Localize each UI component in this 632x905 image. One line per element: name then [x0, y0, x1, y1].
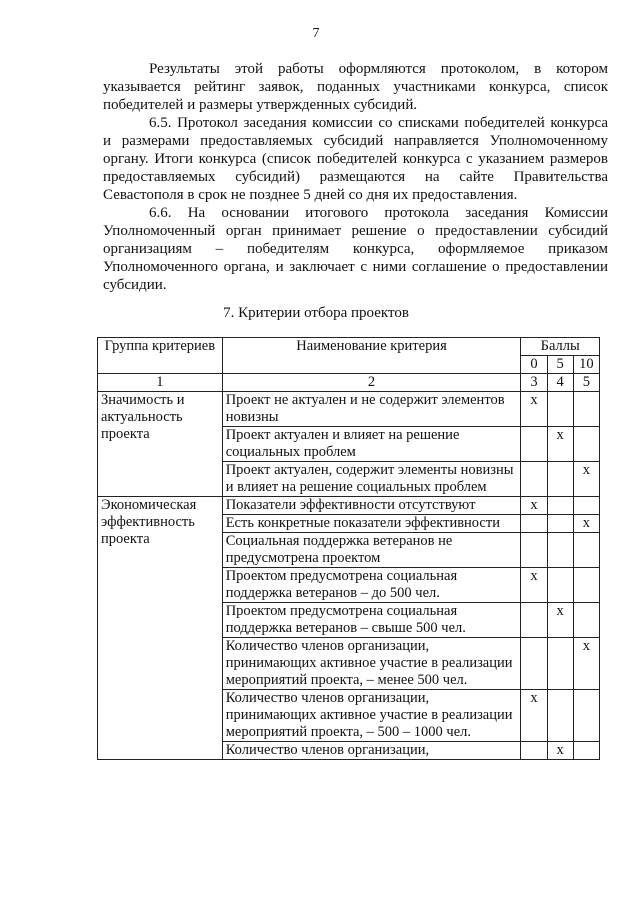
- score-mark: [521, 603, 547, 638]
- header-points: Баллы: [521, 338, 600, 356]
- score-mark: [547, 497, 573, 515]
- score-mark: [573, 497, 599, 515]
- score-mark: [547, 515, 573, 533]
- score-mark: [547, 392, 573, 427]
- header-point-value: 10: [573, 356, 599, 374]
- score-mark: x: [573, 462, 599, 497]
- criterion-name: Количество членов организации, принимающих активное участие в реализации мероприятий проекта, – 500 – 1000 чел.: [222, 690, 521, 742]
- criteria-table: [97, 337, 600, 760]
- text-line: Севастополя в срок не позднее 5 дней со дня их предоставления.: [103, 187, 518, 203]
- text-line: организациям – победителям конкурса, оформляемое приказом: [103, 241, 608, 257]
- score-mark: [521, 533, 547, 568]
- page-number: 7: [312, 26, 320, 41]
- criteria-group-name: Значимость и актуальность проекта: [98, 392, 223, 497]
- score-mark: x: [547, 603, 573, 638]
- score-mark: [573, 427, 599, 462]
- criterion-name: Проектом предусмотрена социальная поддержка ветеранов – свыше 500 чел.: [222, 603, 521, 638]
- score-mark: [547, 638, 573, 690]
- column-number: 5: [573, 374, 599, 392]
- score-mark: x: [573, 638, 599, 690]
- table-row: [98, 497, 600, 515]
- score-mark: [573, 568, 599, 603]
- text-line: органу. Итоги конкурса (список победителей конкурса с указанием размеров: [103, 151, 608, 167]
- text-line: Уполномоченного органа, и заключает с ними соглашение о предоставлении: [103, 259, 608, 275]
- score-mark: [573, 690, 599, 742]
- score-mark: x: [573, 515, 599, 533]
- score-mark: [521, 742, 547, 760]
- score-mark: [573, 742, 599, 760]
- score-mark: x: [547, 742, 573, 760]
- document-body: [103, 60, 608, 294]
- column-number: 4: [547, 374, 573, 392]
- criterion-name: Проект актуален, содержит элементы новизны и влияет на решение социальных проблем: [222, 462, 521, 497]
- score-mark: x: [521, 690, 547, 742]
- section-title: 7. Критерии отбора проектов: [223, 305, 409, 321]
- criterion-name: Проектом предусмотрена социальная поддержка ветеранов – до 500 чел.: [222, 568, 521, 603]
- column-number: 2: [222, 374, 521, 392]
- text-line: и размерами предоставляемых субсидий направляется Уполномоченному: [103, 133, 608, 149]
- paragraph-6-6: [103, 204, 608, 294]
- text-line: Результаты этой работы оформляются протоколом, в котором: [149, 61, 608, 77]
- score-mark: [573, 392, 599, 427]
- score-mark: [521, 462, 547, 497]
- criterion-name: Проект не актуален и не содержит элементов новизны: [222, 392, 521, 427]
- criterion-name: Проект актуален и влияет на решение социальных проблем: [222, 427, 521, 462]
- score-mark: x: [521, 568, 547, 603]
- header-criterion: Наименование критерия: [222, 338, 521, 374]
- score-mark: [547, 533, 573, 568]
- paragraph-results: [103, 60, 608, 114]
- score-mark: x: [521, 392, 547, 427]
- header-point-value: 5: [547, 356, 573, 374]
- score-mark: x: [521, 497, 547, 515]
- score-mark: [573, 533, 599, 568]
- numbering-row: [98, 374, 600, 392]
- column-number: 3: [521, 374, 547, 392]
- criterion-name: Социальная поддержка ветеранов не предусмотрена проектом: [222, 533, 521, 568]
- column-number: 1: [98, 374, 223, 392]
- header-group: Группа критериев: [98, 338, 223, 374]
- criterion-name: Количество членов организации,: [222, 742, 521, 760]
- paragraph-6-5: [103, 114, 608, 204]
- criterion-name: Есть конкретные показатели эффективности: [222, 515, 521, 533]
- score-mark: [521, 638, 547, 690]
- score-mark: [547, 690, 573, 742]
- text-line: указывается рейтинг заявок, поданных участниками конкурса, список: [103, 79, 608, 95]
- text-line: предоставляемых субсидий) размещаются на сайте Правительства: [103, 169, 608, 185]
- text-line: Уполномоченный орган принимает решение о предоставлении субсидий: [103, 223, 608, 239]
- header-row: [98, 338, 600, 356]
- text-line: 6.5. Протокол заседания комиссии со списками победителей конкурса: [149, 115, 608, 131]
- text-line: 6.6. На основании итогового протокола заседания Комиссии: [149, 205, 608, 221]
- score-mark: [573, 603, 599, 638]
- score-mark: [521, 515, 547, 533]
- table-row: [98, 392, 600, 427]
- criterion-name: Количество членов организации, принимающих активное участие в реализации мероприятий проекта, – менее 500 чел.: [222, 638, 521, 690]
- score-mark: x: [547, 427, 573, 462]
- score-mark: [521, 427, 547, 462]
- text-line: победителей и размеры утвержденных субсидий.: [103, 97, 418, 113]
- text-line: субсидии.: [103, 277, 167, 293]
- score-mark: [547, 462, 573, 497]
- criterion-name: Показатели эффективности отсутствуют: [222, 497, 521, 515]
- score-mark: [547, 568, 573, 603]
- header-point-value: 0: [521, 356, 547, 374]
- criteria-group-name: Экономическая эффективность проекта: [98, 497, 223, 760]
